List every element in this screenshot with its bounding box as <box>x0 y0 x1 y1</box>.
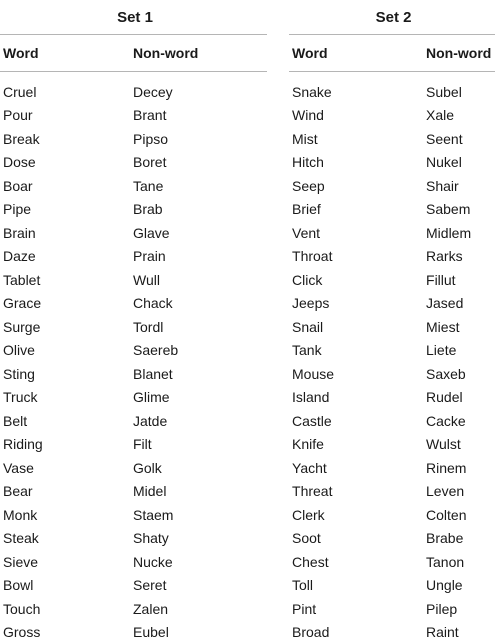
set2-nonword-cell: Ungle <box>423 574 495 598</box>
table-row <box>0 104 495 128</box>
set2-word-cell: Chest <box>289 550 423 574</box>
column-gap <box>267 550 289 574</box>
set1-nonword-cell: Seret <box>130 574 267 598</box>
column-gap <box>267 151 289 175</box>
set1-nonword-cell: Shaty <box>130 527 267 551</box>
table-row <box>0 456 495 480</box>
table-row <box>0 433 495 457</box>
set1-nonword-cell: Midel <box>130 480 267 504</box>
column-gap <box>267 245 289 269</box>
column-gap <box>267 292 289 316</box>
set2-word-cell: Knife <box>289 433 423 457</box>
set1-nonword-cell: Pipso <box>130 127 267 151</box>
column-gap <box>267 268 289 292</box>
set2-word-cell: Hitch <box>289 151 423 175</box>
column-gap <box>267 198 289 222</box>
table-row <box>0 221 495 245</box>
table-row <box>0 362 495 386</box>
set1-nonword-cell: Chack <box>130 292 267 316</box>
set1-nonword-cell: Golk <box>130 456 267 480</box>
set1-word-cell: Daze <box>0 245 130 269</box>
set2-word-cell: Jeeps <box>289 292 423 316</box>
column-gap <box>267 597 289 621</box>
set2-nonword-cell: Raint <box>423 621 495 644</box>
set1-nonword-cell: Brab <box>130 198 267 222</box>
set2-nonword-cell: Miest <box>423 315 495 339</box>
set1-word-cell: Tablet <box>0 268 130 292</box>
column-gap <box>267 409 289 433</box>
table-row <box>0 480 495 504</box>
set2-nonword-cell: Sabem <box>423 198 495 222</box>
table-body <box>0 80 495 644</box>
set2-nonword-cell: Rinem <box>423 456 495 480</box>
set1-word-cell: Break <box>0 127 130 151</box>
set1-nonword-cell: Wull <box>130 268 267 292</box>
set1-nonword-cell: Decey <box>130 80 267 104</box>
set1-nonword-cell: Nucke <box>130 550 267 574</box>
set1-word-cell: Monk <box>0 503 130 527</box>
set2-word-cell: Wind <box>289 104 423 128</box>
set1-word-cell: Dose <box>0 151 130 175</box>
set1-word-cell: Surge <box>0 315 130 339</box>
table-row <box>0 80 495 104</box>
set2-word-cell: Toll <box>289 574 423 598</box>
set1-word-cell: Belt <box>0 409 130 433</box>
table-row <box>0 292 495 316</box>
column-gap <box>267 456 289 480</box>
column-gap <box>267 386 289 410</box>
column-gap <box>267 80 289 104</box>
table-row <box>0 550 495 574</box>
set2-word-cell: Threat <box>289 480 423 504</box>
set1-nonword-cell: Eubel <box>130 621 267 644</box>
set2-nonword-cell: Wulst <box>423 433 495 457</box>
table-row <box>0 409 495 433</box>
set2-word-cell: Throat <box>289 245 423 269</box>
table-row <box>0 386 495 410</box>
set1-word-cell: Vase <box>0 456 130 480</box>
set1-nonword-cell: Tane <box>130 174 267 198</box>
set2-nonword-cell: Seent <box>423 127 495 151</box>
set2-word-cell: Seep <box>289 174 423 198</box>
set2-nonword-cell: Fillut <box>423 268 495 292</box>
table-row <box>0 315 495 339</box>
column-header-row <box>0 35 495 72</box>
set2-nonword-cell: Xale <box>423 104 495 128</box>
set1-nonword-cell: Boret <box>130 151 267 175</box>
set1-word-cell: Pipe <box>0 198 130 222</box>
set2-nonword-header: Non-word <box>423 35 495 72</box>
set2-word-header: Word <box>289 35 423 72</box>
set1-nonword-cell: Blanet <box>130 362 267 386</box>
set2-nonword-cell: Saxeb <box>423 362 495 386</box>
set1-word-cell: Truck <box>0 386 130 410</box>
set1-nonword-cell: Tordl <box>130 315 267 339</box>
set2-word-cell: Tank <box>289 339 423 363</box>
set2-word-cell: Yacht <box>289 456 423 480</box>
set2-nonword-cell: Shair <box>423 174 495 198</box>
set1-word-cell: Brain <box>0 221 130 245</box>
set2-word-cell: Mist <box>289 127 423 151</box>
set1-word-cell: Bear <box>0 480 130 504</box>
set1-word-cell: Sieve <box>0 550 130 574</box>
column-gap <box>267 221 289 245</box>
set2-nonword-cell: Jased <box>423 292 495 316</box>
set1-nonword-cell: Jatde <box>130 409 267 433</box>
set1-word-cell: Pour <box>0 104 130 128</box>
set1-word-cell: Riding <box>0 433 130 457</box>
set2-nonword-cell: Nukel <box>423 151 495 175</box>
set1-word-cell: Cruel <box>0 80 130 104</box>
set2-nonword-cell: Brabe <box>423 527 495 551</box>
set2-nonword-cell: Liete <box>423 339 495 363</box>
set2-word-cell: Castle <box>289 409 423 433</box>
table-row <box>0 527 495 551</box>
table-row <box>0 503 495 527</box>
set1-nonword-cell: Filt <box>130 433 267 457</box>
set1-word-cell: Bowl <box>0 574 130 598</box>
set2-nonword-cell: Pilep <box>423 597 495 621</box>
table-row <box>0 268 495 292</box>
column-gap <box>267 480 289 504</box>
column-gap <box>267 35 289 72</box>
set1-nonword-cell: Saereb <box>130 339 267 363</box>
set1-word-cell: Sting <box>0 362 130 386</box>
set2-word-cell: Click <box>289 268 423 292</box>
set1-nonword-cell: Brant <box>130 104 267 128</box>
set2-nonword-cell: Subel <box>423 80 495 104</box>
set2-word-cell: Snake <box>289 80 423 104</box>
set1-title: Set 1 <box>0 0 267 35</box>
set2-word-cell: Broad <box>289 621 423 644</box>
set1-nonword-cell: Zalen <box>130 597 267 621</box>
column-gap <box>267 621 289 644</box>
set2-word-cell: Clerk <box>289 503 423 527</box>
set1-nonword-cell: Glime <box>130 386 267 410</box>
set1-word-cell: Steak <box>0 527 130 551</box>
column-gap <box>267 0 289 35</box>
set2-word-cell: Brief <box>289 198 423 222</box>
table-row <box>0 127 495 151</box>
set2-word-cell: Vent <box>289 221 423 245</box>
table-row <box>0 621 495 644</box>
set2-nonword-cell: Cacke <box>423 409 495 433</box>
set1-word-cell: Grace <box>0 292 130 316</box>
set2-nonword-cell: Tanon <box>423 550 495 574</box>
column-gap <box>267 527 289 551</box>
table-row <box>0 245 495 269</box>
set1-word-cell: Olive <box>0 339 130 363</box>
column-gap <box>267 339 289 363</box>
set1-nonword-cell: Staem <box>130 503 267 527</box>
column-gap <box>267 503 289 527</box>
set1-nonword-cell: Glave <box>130 221 267 245</box>
set2-word-cell: Soot <box>289 527 423 551</box>
column-gap <box>267 574 289 598</box>
table-row <box>0 597 495 621</box>
set1-word-cell: Touch <box>0 597 130 621</box>
set2-word-cell: Island <box>289 386 423 410</box>
table-row <box>0 174 495 198</box>
set2-nonword-cell: Rarks <box>423 245 495 269</box>
set2-word-cell: Snail <box>289 315 423 339</box>
set1-word-cell: Gross <box>0 621 130 644</box>
set2-title: Set 2 <box>289 0 495 35</box>
set2-nonword-cell: Leven <box>423 480 495 504</box>
set1-word-header: Word <box>0 35 130 72</box>
column-gap <box>267 127 289 151</box>
table-row <box>0 339 495 363</box>
column-gap <box>267 174 289 198</box>
table-row <box>0 198 495 222</box>
set2-word-cell: Mouse <box>289 362 423 386</box>
set1-nonword-cell: Prain <box>130 245 267 269</box>
set1-word-cell: Boar <box>0 174 130 198</box>
column-gap <box>267 315 289 339</box>
set2-word-cell: Pint <box>289 597 423 621</box>
column-gap <box>267 433 289 457</box>
set1-nonword-header: Non-word <box>130 35 267 72</box>
set2-nonword-cell: Midlem <box>423 221 495 245</box>
table-row <box>0 574 495 598</box>
set2-nonword-cell: Colten <box>423 503 495 527</box>
set-header-row <box>0 0 495 35</box>
set2-nonword-cell: Rudel <box>423 386 495 410</box>
column-gap <box>267 104 289 128</box>
table-row <box>0 151 495 175</box>
column-gap <box>267 362 289 386</box>
